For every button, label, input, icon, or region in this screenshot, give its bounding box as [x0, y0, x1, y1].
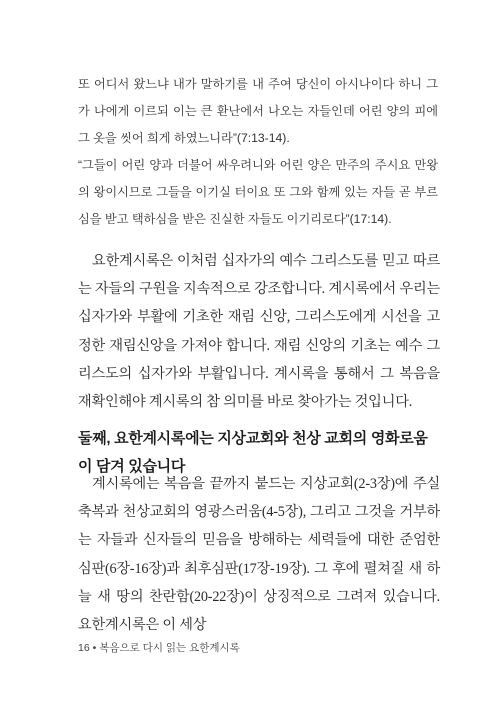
section-heading: 둘째, 요한계시록에는 지상교회와 천상 교회의 영화로움이 담겨 있습니다 — [78, 430, 428, 475]
body-paragraph: 요한계시록은 이처럼 십자가의 예수 그리스도를 믿고 따르는 자들의 구원을 지속적으로 강조합니다. 계시록에서 우리는 십자가와 부활에 기초한 재림 신앙, 그리스도에게 시선을 고정한 재림신앙을 가져야 합니다. 재림 신앙의 기초는 예수 그리스도의 십자가와 부활입니다. 계시록을 통해서 그 복음을 재확인해야 계시록의 참 의미를 바로 찾아가는 것입니다. — [78, 253, 440, 411]
page-footer: 16 • 복음으로 다시 읽는 요한계시록 — [78, 642, 240, 654]
body-paragraph: 계시록에는 복음을 끝까지 붙드는 지상교회(2-3장)에 주실 축복과 천상교회의 영광스러움(4-5장), 그리고 그것을 거부하는 자들과 신자들의 믿음을 방해하는 세력들에 대한 준엄한 심판(6장-16장)과 최후심판(17장-19장). 그 후에 펼쳐질 새 하늘 새 땅의 찬란함(20-22장)이 상징적으로 그려져 있습니다. 요한계시록은 이 세상 — [78, 476, 440, 634]
scripture-quote: “그들이 어린 양과 더불어 싸우려니와 어린 양은 만주의 주시요 만왕의 왕이시므로 그들을 이기실 터이요 또 그와 함께 있는 자들 곧 부르심을 받고 택하심을 받은 진실한 자들도 이기리로다”(17:14). — [78, 158, 438, 226]
scripture-quote: 또 어디서 왔느냐 내가 말하기를 내 주여 당신이 아시나이다 하니 그가 나에게 이르되 이는 큰 환난에서 나오는 자들인데 어린 양의 피에 그 옷을 씻어 희게 하였느니라”(7:13-14). — [78, 77, 438, 145]
